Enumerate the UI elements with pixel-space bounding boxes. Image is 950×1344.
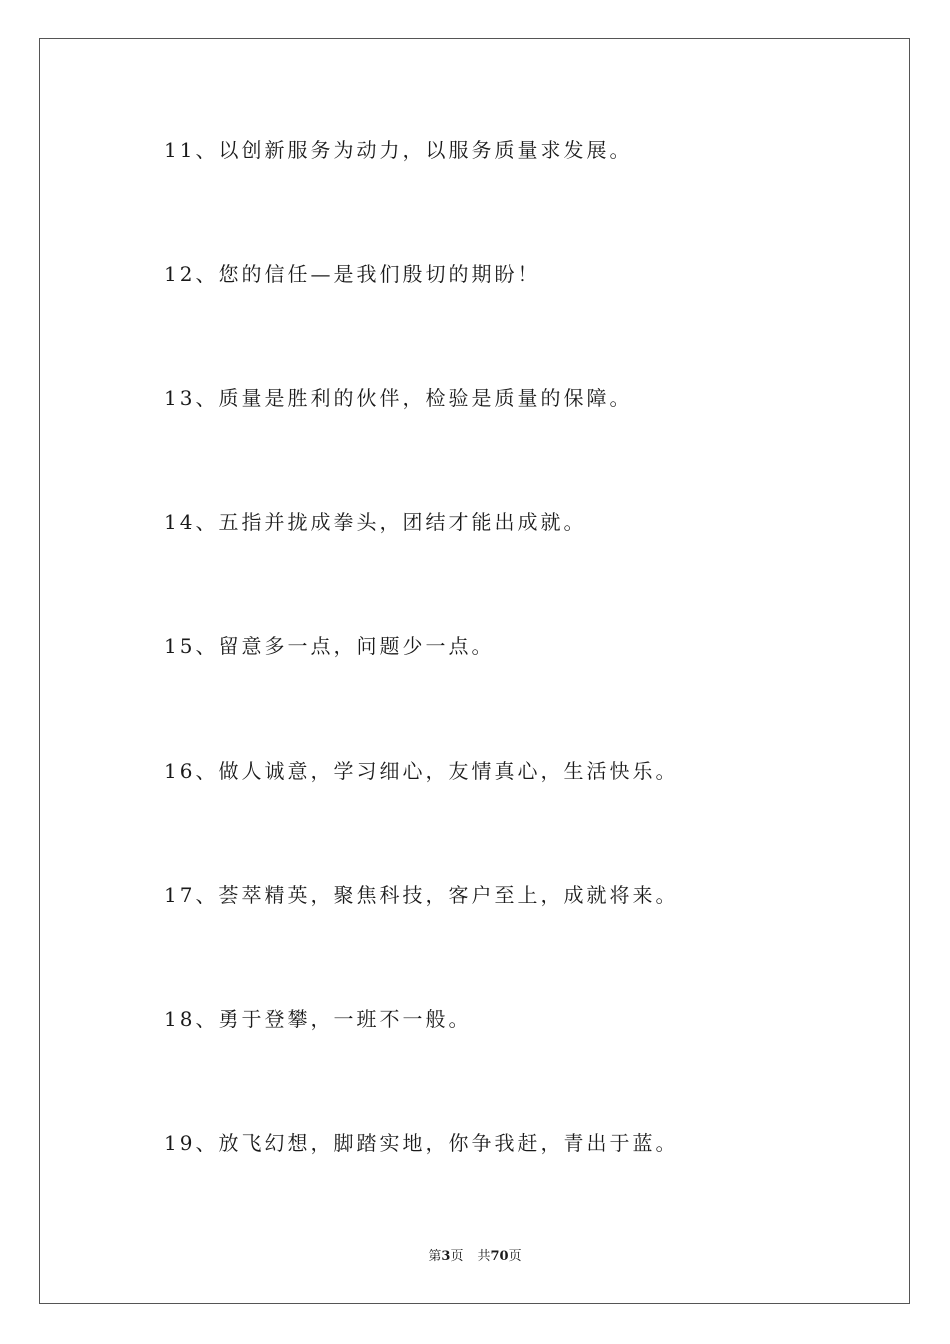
slogan-item: 11、以创新服务为动力，以服务质量求发展。 bbox=[164, 138, 633, 162]
slogan-item: 13、质量是胜利的伙伴，检验是质量的保障。 bbox=[164, 386, 633, 410]
slogan-item: 12、您的信任—是我们殷切的期盼！ bbox=[164, 262, 541, 286]
page-number: 3 bbox=[441, 1249, 451, 1264]
total-suffix: 页 bbox=[508, 1249, 522, 1264]
slogan-item: 18、勇于登攀，一班不一般。 bbox=[164, 1007, 472, 1031]
page-suffix: 页 bbox=[450, 1249, 464, 1264]
total-prefix: 共 bbox=[477, 1249, 491, 1264]
page-footer bbox=[0, 1249, 950, 1265]
total-pages: 70 bbox=[490, 1249, 509, 1264]
slogan-item: 16、做人诚意，学习细心，友情真心，生活快乐。 bbox=[164, 759, 679, 783]
slogan-item: 17、荟萃精英，聚焦科技，客户至上，成就将来。 bbox=[164, 883, 679, 907]
slogan-item: 15、留意多一点，问题少一点。 bbox=[164, 634, 495, 658]
slogan-item: 14、五指并拢成拳头，团结才能出成就。 bbox=[164, 510, 587, 534]
page-border bbox=[39, 38, 910, 1304]
page-prefix: 第 bbox=[428, 1249, 442, 1264]
slogan-item: 19、放飞幻想，脚踏实地，你争我赶，青出于蓝。 bbox=[164, 1131, 679, 1155]
